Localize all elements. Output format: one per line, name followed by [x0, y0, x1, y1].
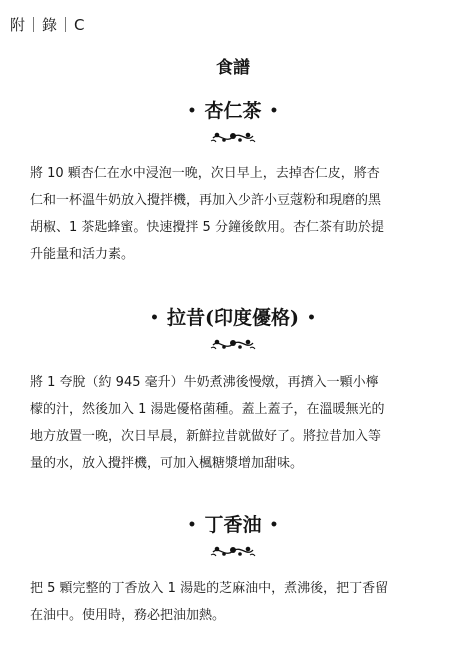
text-line: 仁和一杯溫牛奶放入攪拌機，再加入少許小豆蔻粉和現磨的黑 [30, 193, 382, 208]
text-line: 將 10 顆杏仁在水中浸泡一晚，次日早上，去掉杏仁皮，將杏 [30, 166, 380, 181]
text-line: 胡椒、1 茶匙蜂蜜。快速攪拌 5 分鐘後飲用。杏仁茶有助於提 [30, 220, 384, 235]
recipe-body [30, 369, 430, 477]
recipe-title [0, 98, 466, 124]
text-line: 升能量和活力素。 [30, 247, 135, 262]
floral-vine-ornament-icon [209, 542, 257, 560]
bullet-left: • [150, 310, 159, 326]
text-line: 量的水，放入攪拌機，可加入楓糖漿增加甜味。 [30, 456, 304, 471]
text-line: 將 1 夸脫（約 945 毫升）牛奶煮沸後慢燉，再擠入一顆小檸 [30, 375, 379, 390]
bullet-right: • [269, 517, 279, 533]
page-title: 食譜 [216, 58, 250, 78]
text-line: 在油中。使用時，務必把油加熱。 [30, 608, 226, 623]
recipe-title [0, 512, 466, 538]
bullet-left: • [187, 517, 197, 533]
bullet-right: • [269, 103, 279, 119]
recipe-section [0, 98, 466, 146]
text-line: 地方放置一晚，次日早晨，新鮮拉昔就做好了。將拉昔加入等 [30, 429, 382, 444]
recipe-title-text: 杏仁茶 [204, 100, 262, 122]
running-header: 附｜錄｜C [10, 16, 86, 34]
recipe-section [0, 305, 466, 353]
floral-vine-ornament-icon [209, 128, 257, 146]
recipe-title-text: 丁香油 [204, 514, 262, 536]
bullet-left: • [187, 103, 197, 119]
recipe-section [0, 512, 466, 560]
recipe-title-text: 拉昔(印度優格) [167, 307, 299, 329]
text-line: 檬的汁，然後加入 1 湯匙優格菌種。蓋上蓋子，在溫暖無光的 [30, 402, 385, 417]
recipe-title [0, 305, 466, 331]
recipe-body [30, 575, 430, 629]
floral-vine-ornament-icon [209, 335, 257, 353]
bullet-right: • [306, 310, 316, 326]
recipe-body [30, 160, 430, 268]
text-line: 把 5 顆完整的丁香放入 1 湯匙的芝麻油中，煮沸後，把丁香留 [30, 581, 389, 596]
